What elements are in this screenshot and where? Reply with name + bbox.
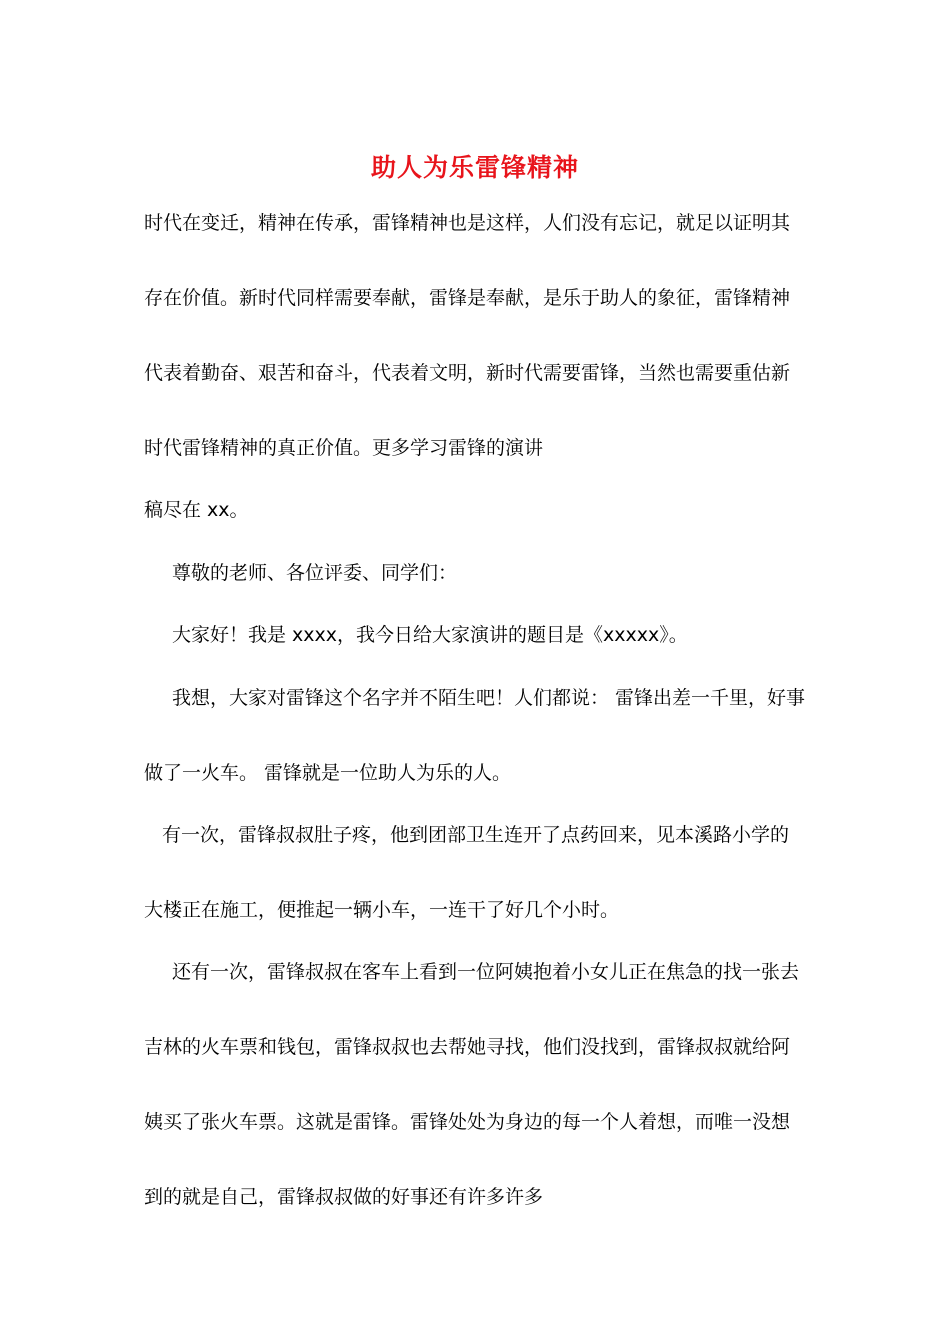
paragraph-line: 稿尽在 xx。 [144, 499, 249, 521]
paragraph-line: 时代雷锋精神的真正价值。更多学习雷锋的演讲 [144, 437, 544, 459]
paragraph-line: 我想，大家对雷锋这个名字并不陌生吧！人们都说： 雷锋出差一千里，好事 [172, 687, 806, 709]
paragraph-line: 时代在变迁，精神在传承，雷锋精神也是这样，人们没有忘记，就足以证明其 [144, 212, 791, 234]
paragraph-line: 存在价值。新时代同样需要奉献，雷锋是奉献，是乐于助人的象征，雷锋精神 [144, 287, 791, 309]
paragraph-line: 有一次，雷锋叔叔肚子疼，他到团部卫生连开了点药回来，见本溪路小学的 [162, 824, 790, 846]
paragraph-line: 姨买了张火车票。这就是雷锋。雷锋处处为身边的每一个人着想，而唯一没想 [144, 1111, 791, 1133]
greeting-line: 大家好！我是 xxxx，我今日给大家演讲的题目是《xxxxx》。 [172, 624, 688, 646]
salutation-line: 尊敬的老师、各位评委、同学们： [172, 562, 458, 584]
document-title: 助人为乐雷锋精神 [370, 153, 579, 182]
paragraph-line: 代表着勤奋、艰苦和奋斗，代表着文明，新时代需要雷锋，当然也需要重估新 [144, 362, 791, 384]
paragraph-line: 大楼正在施工，便推起一辆小车，一连干了好几个小时。 [144, 899, 620, 921]
paragraph-line: 还有一次，雷锋叔叔在客车上看到一位阿姨抱着小女儿正在焦急的找一张去 [172, 961, 800, 983]
paragraph-line: 到的就是自己，雷锋叔叔做的好事还有许多许多 [144, 1186, 544, 1208]
paragraph-line: 做了一火车。 雷锋就是一位助人为乐的人。 [144, 762, 512, 784]
paragraph-line: 吉林的火车票和钱包，雷锋叔叔也去帮她寻找，他们没找到，雷锋叔叔就给阿 [144, 1036, 791, 1058]
